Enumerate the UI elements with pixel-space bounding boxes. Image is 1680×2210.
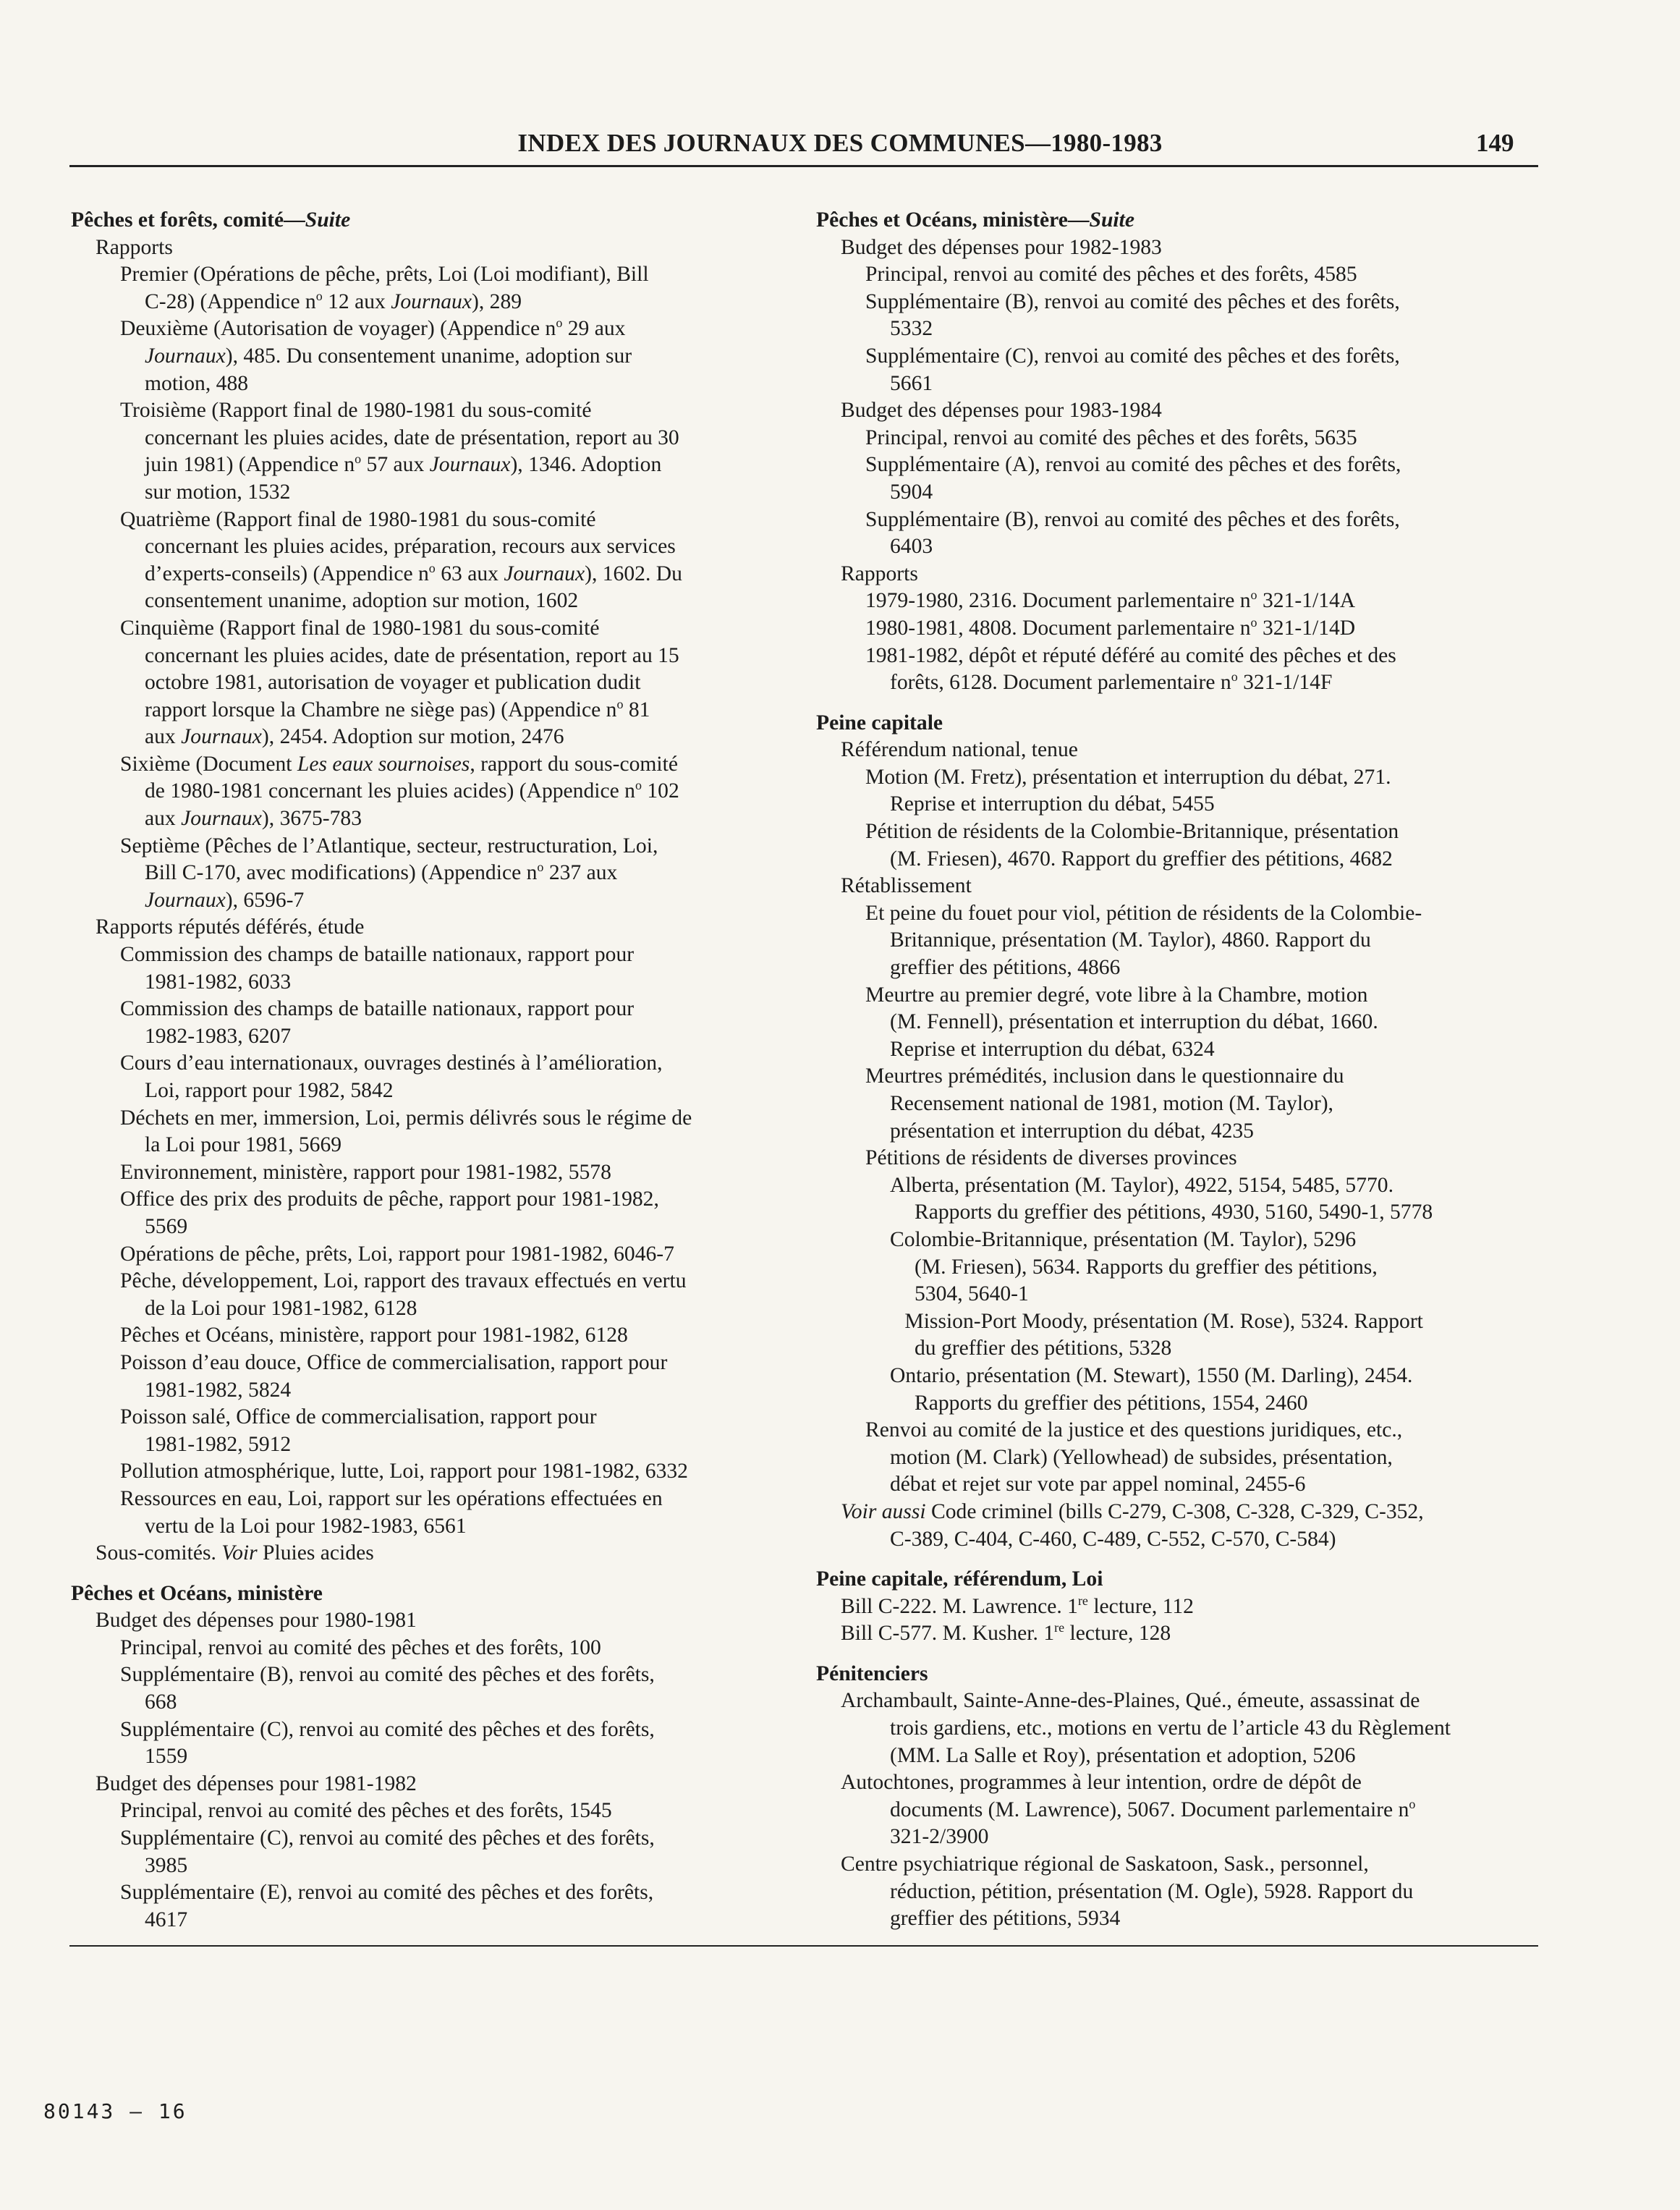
index-heading: Pêches et Océans, ministère: [71, 1581, 323, 1605]
index-entry-line: Budget des dépenses pour 1981-1982: [96, 1771, 417, 1795]
index-entry-line: Cours d’eau internationaux, ouvrages destinés à l’amélioration,: [120, 1051, 663, 1075]
index-entry-line: Sixième (Document Les eaux sournoises, rapport du sous-comité: [120, 752, 678, 776]
index-entry-line: 4617: [145, 1908, 188, 1931]
index-entry-line: réduction, pétition, présentation (M. Ogle), 5928. Rapport du: [890, 1879, 1414, 1903]
index-entry-line: Principal, renvoi au comité des pêches et des forêts, 1545: [120, 1799, 612, 1823]
index-entry-line: Septième (Pêches de l’Atlantique, secteur, restructuration, Loi,: [120, 834, 658, 858]
index-entry-line: motion, 488: [145, 371, 249, 395]
index-entry-line: débat et rejet sur vote par appel nominal, 2455-6: [890, 1473, 1306, 1496]
index-entry-line: Rapports du greffier des pétitions, 1554, 2460: [915, 1391, 1308, 1415]
index-entry-line: Commission des champs de bataille nationaux, rapport pour: [120, 997, 635, 1021]
index-column-left: [71, 207, 794, 1934]
index-entry-line: vertu de la Loi pour 1982-1983, 6561: [145, 1514, 467, 1538]
index-entry-line: Rapports: [841, 562, 918, 585]
index-entry-line: Autochtones, programmes à leur intention, ordre de dépôt de: [841, 1771, 1362, 1795]
index-entry-line: Supplémentaire (B), renvoi au comité des pêches et des forêts,: [120, 1663, 655, 1687]
index-entry-line: (MM. La Salle et Roy), présentation et adoption, 5206: [890, 1743, 1356, 1767]
index-entry-line: Bill C-222. M. Lawrence. 1re lecture, 112: [841, 1593, 1194, 1618]
index-entry-line: Meurtres prémédités, inclusion dans le questionnaire du: [865, 1064, 1344, 1088]
index-entry-line: Supplémentaire (A), renvoi au comité des pêches et des forêts,: [865, 453, 1401, 477]
index-entry-line: Bill C-577. M. Kusher. 1re lecture, 128: [841, 1620, 1171, 1646]
index-entry-line: Ontario, présentation (M. Stewart), 1550 (M. Darling), 2454.: [890, 1363, 1413, 1387]
index-entry-line: Pétition de résidents de la Colombie-Britannique, présentation: [865, 820, 1399, 844]
index-entry-line: concernant les pluies acides, date de présentation, report au 30: [145, 426, 679, 449]
index-entry-line: 5904: [890, 480, 933, 504]
header-rule: [69, 165, 1538, 167]
index-entry-line: Pêche, développement, Loi, rapport des travaux effectués en vertu: [120, 1269, 687, 1293]
index-entry-line: la Loi pour 1981, 5669: [145, 1133, 342, 1157]
index-heading: Peine capitale, référendum, Loi: [816, 1567, 1103, 1591]
index-entry-line: Voir aussi Code criminel (bills C-279, C-308, C-328, C-329, C-352,: [841, 1499, 1424, 1523]
index-entry-line: Ressources en eau, Loi, rapport sur les opérations effectuées en: [120, 1486, 663, 1510]
index-entry-line: Recensement national de 1981, motion (M. Taylor),: [890, 1092, 1333, 1115]
index-entry-line: concernant les pluies acides, date de présentation, report au 15: [145, 643, 679, 667]
index-entry-line: 6403: [890, 535, 933, 559]
index-entry-line: 5569: [145, 1214, 188, 1238]
index-entry-line: 1981-1982, 5912: [145, 1432, 292, 1456]
index-heading: Pénitenciers: [816, 1661, 928, 1685]
index-entry-line: Opérations de pêche, prêts, Loi, rapport pour 1981-1982, 6046-7: [120, 1242, 674, 1266]
index-entry-line: Meurtre au premier degré, vote libre à la Chambre, motion: [865, 983, 1368, 1007]
index-entry-line: Journaux), 6596-7: [145, 888, 305, 912]
page-number: 149: [1476, 129, 1514, 157]
index-entry-line: 3985: [145, 1853, 188, 1877]
footer-print-code: 80143 — 16: [43, 2099, 187, 2123]
index-entry-line: Mission-Port Moody, présentation (M. Rose), 5324. Rapport: [904, 1309, 1423, 1333]
index-entry-line: rapport lorsque la Chambre ne siège pas) (Appendice $n^o$ 81: [145, 696, 650, 721]
index-entry-line: de la Loi pour 1981-1982, 6128: [145, 1296, 417, 1320]
index-entry-line: greffier des pétitions, 4866: [890, 956, 1121, 980]
index-entry-line: Premier (Opérations de pêche, prêts, Loi (Loi modifiant), Bill: [120, 263, 649, 287]
index-entry-line: 5332: [890, 317, 933, 341]
index-entry-line: 1980-1981, 4808. Document parlementaire $n^o$ 321-1/14D: [865, 614, 1356, 640]
index-entry-line: trois gardiens, etc., motions en vertu de l’article 43 du Règlement: [890, 1716, 1451, 1740]
index-entry-line: 5661: [890, 371, 933, 395]
index-entry-line: Motion (M. Fretz), présentation et interruption du débat, 271.: [865, 765, 1391, 789]
index-entry-line: Reprise et interruption du débat, 6324: [890, 1037, 1215, 1061]
index-entry-line: consentement unanime, adoption sur motion, 1602: [145, 589, 579, 613]
index-entry-line: aux Journaux), 2454. Adoption sur motion, 2476: [145, 725, 564, 749]
index-entry-line: Supplémentaire (E), renvoi au comité des pêches et des forêts,: [120, 1881, 654, 1905]
index-entry-line: sur motion, 1532: [145, 480, 291, 504]
index-entry-line: concernant les pluies acides, préparation, recours aux services: [145, 535, 676, 559]
index-entry-line: 1981-1982, dépôt et réputé déféré au comité des pêches et des: [865, 643, 1396, 667]
index-entry-line: 1981-1982, 5824: [145, 1378, 292, 1402]
index-entry-line: octobre 1981, autorisation de voyager et publication dudit: [145, 671, 641, 695]
index-heading: Peine capitale: [816, 711, 943, 734]
index-entry-line: Centre psychiatrique régional de Saskatoon, Sask., personnel,: [841, 1853, 1369, 1876]
index-entry-line: Colombie-Britannique, présentation (M. Taylor), 5296: [890, 1227, 1357, 1251]
page-title: INDEX DES JOURNAUX DES COMMUNES—1980-1983: [517, 129, 1163, 157]
index-entry-line: Cinquième (Rapport final de 1980-1981 du sous-comité: [120, 616, 600, 640]
index-entry-line: Bill C-170, avec modifications) (Appendice $n^o$ 237 aux: [145, 860, 618, 885]
index-entry-line: Loi, rapport pour 1982, 5842: [145, 1079, 394, 1102]
index-entry-line: présentation et interruption du débat, 4235: [890, 1119, 1254, 1143]
index-entry-line: d’experts-conseils) (Appendice $n^o$ 63 aux Journaux), 1602. Du: [145, 560, 682, 585]
index-entry-line: Supplémentaire (B), renvoi au comité des pêches et des forêts,: [865, 289, 1400, 313]
index-entry-line: Rétablissement: [841, 874, 972, 898]
index-entry-line: Déchets en mer, immersion, Loi, permis délivrés sous le régime de: [120, 1106, 692, 1130]
index-entry-line: 5304, 5640-1: [915, 1282, 1029, 1306]
index-entry-line: Troisième (Rapport final de 1980-1981 du sous-comité: [120, 399, 592, 423]
index-entry-line: Poisson salé, Office de commercialisation, rapport pour: [120, 1405, 597, 1429]
index-entry-line: (M. Fennell), présentation et interruption du débat, 1660.: [890, 1010, 1378, 1034]
index-entry-line: documents (M. Lawrence), 5067. Document parlementaire $n^o$: [890, 1796, 1416, 1821]
index-entry-line: juin 1981) (Appendice $n^o$ 57 aux Journaux), 1346. Adoption: [145, 452, 662, 477]
index-entry-line: Alberta, présentation (M. Taylor), 4922, 5154, 5485, 5770.: [890, 1173, 1394, 1197]
index-entry-line: Et peine du fouet pour viol, pétition de résidents de la Colombie-: [865, 901, 1422, 925]
index-entry-line: Sous-comités. Voir Pluies acides: [96, 1541, 374, 1565]
index-heading: Pêches et Océans, ministère—Suite: [816, 208, 1134, 232]
index-entry-line: 1979-1980, 2316. Document parlementaire $n^o$ 321-1/14A: [865, 588, 1356, 613]
index-entry-line: (M. Friesen), 4670. Rapport du greffier des pétitions, 4682: [890, 847, 1393, 871]
index-entry-line: C-28) (Appendice $n^o$ 12 aux Journaux), 289: [145, 288, 522, 313]
index-entry-line: Pétitions de résidents de diverses provinces: [865, 1146, 1237, 1170]
index-heading: Pêches et forêts, comité—Suite: [71, 208, 351, 232]
index-entry-line: Poisson d’eau douce, Office de commercialisation, rapport pour: [120, 1350, 668, 1374]
index-entry-line: Supplémentaire (B), renvoi au comité des pêches et des forêts,: [865, 507, 1400, 531]
index-entry-line: Budget des dépenses pour 1982-1983: [841, 235, 1162, 259]
index-entry-line: 1981-1982, 6033: [145, 970, 292, 994]
index-column-right: [816, 207, 1540, 1933]
index-entry-line: Supplémentaire (C), renvoi au comité des pêches et des forêts,: [120, 1717, 655, 1741]
index-entry-line: Deuxième (Autorisation de voyager) (Appendice $n^o$ 29 aux: [120, 316, 626, 341]
index-entry-line: Britannique, présentation (M. Taylor), 4860. Rapport du: [890, 928, 1371, 952]
index-entry-line: Supplémentaire (C), renvoi au comité des pêches et des forêts,: [120, 1826, 655, 1850]
index-entry-line: de 1980-1981 concernant les pluies acides) (Appendice $n^o$ 102: [145, 778, 679, 803]
index-entry-line: aux Journaux), 3675-783: [145, 807, 362, 831]
index-entry-line: 321-2/3900: [890, 1825, 989, 1849]
index-entry-line: Reprise et interruption du débat, 5455: [890, 792, 1215, 816]
index-entry-line: Pollution atmosphérique, lutte, Loi, rapport pour 1981-1982, 6332: [120, 1460, 688, 1483]
index-entry-line: Supplémentaire (C), renvoi au comité des pêches et des forêts,: [865, 344, 1400, 368]
index-entry-line: Principal, renvoi au comité des pêches et des forêts, 5635: [865, 426, 1357, 449]
index-entry-line: Pêches et Océans, ministère, rapport pour 1981-1982, 6128: [120, 1324, 628, 1347]
index-entry-line: (M. Friesen), 5634. Rapports du greffier des pétitions,: [915, 1255, 1378, 1279]
index-entry-line: 1559: [145, 1745, 188, 1769]
index-entry-line: forêts, 6128. Document parlementaire $n^o$ 321-1/14F: [890, 669, 1333, 695]
footer-rule: [69, 1945, 1538, 1947]
index-entry-line: Budget des dépenses pour 1983-1984: [841, 399, 1162, 423]
index-entry-line: Journaux), 485. Du consentement unanime, adoption sur: [145, 344, 632, 368]
index-entry-line: Renvoi au comité de la justice et des questions juridiques, etc.,: [865, 1418, 1403, 1442]
index-entry-line: Rapports: [96, 235, 173, 259]
index-entry-line: Office des prix des produits de pêche, rapport pour 1981-1982,: [120, 1187, 659, 1211]
index-entry-line: Principal, renvoi au comité des pêches et des forêts, 4585: [865, 263, 1357, 287]
index-entry-line: Référendum national, tenue: [841, 738, 1078, 762]
index-entry-line: Commission des champs de bataille nationaux, rapport pour: [120, 943, 635, 967]
index-entry-line: C-389, C-404, C-460, C-489, C-552, C-570, C-584): [890, 1527, 1336, 1551]
index-entry-line: Environnement, ministère, rapport pour 1981-1982, 5578: [120, 1160, 611, 1184]
index-entry-line: Principal, renvoi au comité des pêches et des forêts, 100: [120, 1635, 601, 1659]
index-entry-line: greffier des pétitions, 5934: [890, 1907, 1121, 1931]
index-entry-line: du greffier des pétitions, 5328: [915, 1337, 1172, 1360]
index-entry-line: Budget des dépenses pour 1980-1981: [96, 1609, 417, 1633]
index-entry-line: 668: [145, 1690, 177, 1714]
index-entry-line: Archambault, Sainte-Anne-des-Plaines, Qué., émeute, assassinat de: [841, 1689, 1420, 1713]
index-entry-line: motion (M. Clark) (Yellowhead) de subsides, présentation,: [890, 1445, 1393, 1469]
index-entry-line: 1982-1983, 6207: [145, 1024, 292, 1048]
index-entry-line: Rapports réputés déférés, étude: [96, 915, 365, 939]
index-entry-line: Rapports du greffier des pétitions, 4930, 5160, 5490-1, 5778: [915, 1201, 1433, 1224]
index-entry-line: Quatrième (Rapport final de 1980-1981 du sous-comité: [120, 507, 596, 531]
